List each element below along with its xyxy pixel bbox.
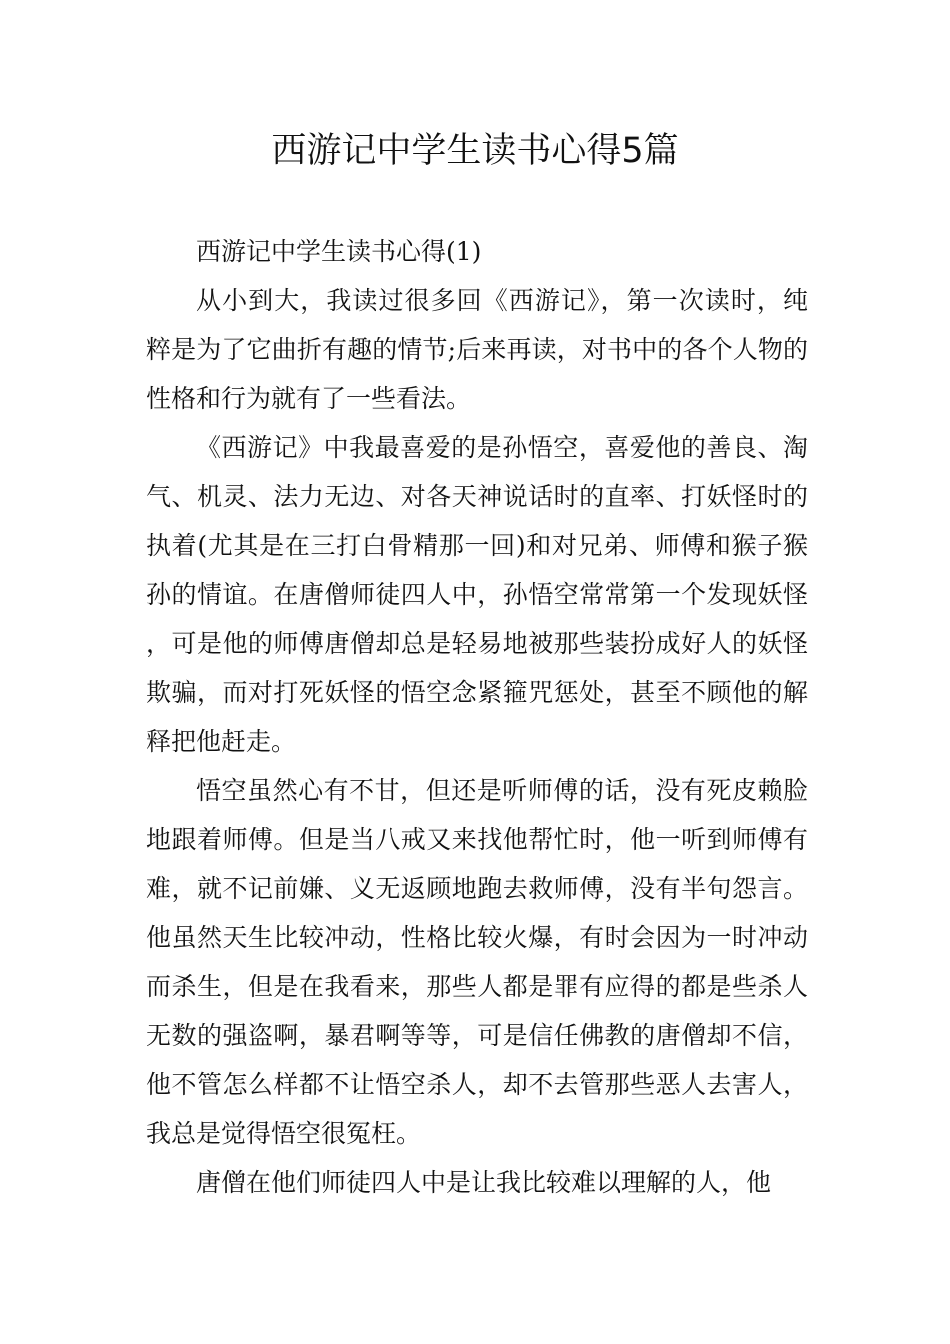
paragraph-3: 悟空虽然心有不甘，但还是听师傅的话，没有死皮赖脸地跟着师傅。但是当八戒又来找他帮忙时，他一听到师傅有难，就不记前嫌、义无返顾地跑去救师傅，没有半句怨言。他虽然天生比较冲动，性格比较火爆，有时会因为一时冲动而杀生，但是在我看来，那些人都是罪有应得的都是些杀人无数的强盗啊，暴君啊等等，可是信任佛教的唐僧却不信，他不管怎么样都不让悟空杀人，却不去管那些恶人去害人，我总是觉得悟空很冤枉。 xyxy=(146,776,808,1148)
section-heading: 西游记中学生读书心得(1) xyxy=(196,237,482,266)
paragraph-4: 唐僧在他们师徒四人中是让我比较难以理解的人，他 xyxy=(196,1168,772,1197)
paragraph-2: 《西游记》中我最喜爱的是孙悟空，喜爱他的善良、淘气、机灵、法力无边、对各天神说话时的直率、打妖怪时的执着(尤其是在三打白骨精那一回)和对兄弟、师傅和猴子猴孙的情谊。在唐僧师徒四人中，孙悟空常常第一个发现妖怪，可是他的师傅唐僧却总是轻易地被那些装扮成好人的妖怪欺骗，而对打死妖怪的悟空念紧箍咒惩处，甚至不顾他的解释把他赶走。 xyxy=(146,433,808,756)
document-title: 西游记中学生读书心得5篇 xyxy=(271,131,679,171)
paragraph-1: 从小到大，我读过很多回《西游记》，第一次读时，纯粹是为了它曲折有趣的情节;后来再读，对书中的各个人物的性格和行为就有了一些看法。 xyxy=(146,286,808,413)
document-body xyxy=(146,227,808,1207)
